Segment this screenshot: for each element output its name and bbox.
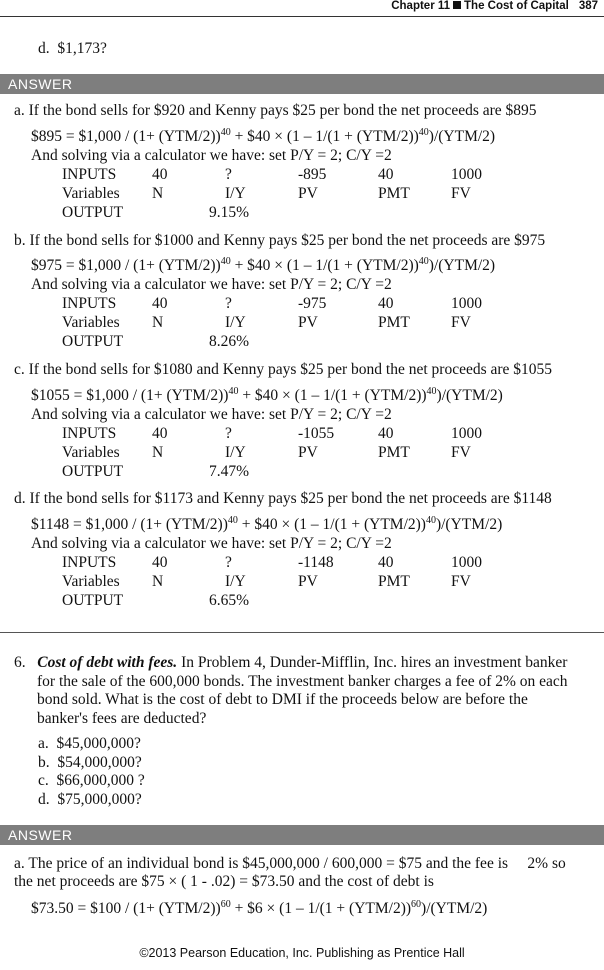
problem-6: 6. Cost of debt with fees. In Problem 4, Dunder-Mifflin, Inc. hires an investment banker for the sale of the 600,000 bonds. The investment banker charges a fee of 2% on each bond sold. What is the cost of debt to DMI if the proceeds below are before the banker's fees are deducted?: [14, 654, 568, 727]
part-c-intro: c. If the bond sells for $1080 and Kenny pays $25 per bond the net proceeds are $1055: [14, 361, 553, 378]
running-header: [391, 0, 598, 12]
part-a-intro: a. If the bond sells for $920 and Kenny pays $25 per bond the net proceeds are $895: [14, 102, 537, 119]
output-row: OUTPUT 8.26%: [62, 333, 250, 350]
section-divider: [0, 632, 604, 633]
part-b-intro: b. If the bond sells for $1000 and Kenny pays $25 per bond the net proceeds are $975: [14, 232, 546, 249]
problem-number: 6.: [14, 654, 26, 671]
part-b-solve: And solving via a calculator we have: set P/Y = 2; C/Y =2: [31, 276, 392, 293]
square-bullet-icon: [453, 1, 461, 9]
part-d-solve: And solving via a calculator we have: set P/Y = 2; C/Y =2: [31, 535, 392, 552]
part-c-equation: $1055 = $1,000 / $(1+ (YTM/2))^{40}$ + $40 × $(1 - 1/(1 + (YTM/2))^{40})/(YTM/2)$: [31, 386, 503, 404]
inputs-row: INPUTS 40 ? -895 40 1000: [62, 166, 482, 183]
choice-b: b. $54,000,000?: [38, 753, 142, 771]
chapter-title: The Cost of Capital: [464, 0, 569, 12]
header-rule: [0, 16, 604, 17]
choice-a: a. $45,000,000?: [38, 735, 141, 752]
inputs-row: INPUTS 40 ? -1148 40 1000: [62, 554, 482, 571]
output-row: OUTPUT 6.65%: [62, 592, 250, 609]
answer-heading: ANSWER: [0, 74, 604, 94]
part-d-equation: $1148 = $1,000 / $(1+ (YTM/2))^{40}$ + $40 × $(1 - 1/(1 + (YTM/2))^{40})/(YTM/2)$: [31, 515, 503, 533]
problem-6-choices: [38, 735, 145, 809]
variables-row: Variables N I/Y PV PMT FV: [62, 444, 471, 461]
page-number: 387: [578, 0, 598, 12]
choice-label: d.: [38, 40, 50, 57]
problem-title: Cost of debt with fees.: [37, 654, 178, 671]
answer-6-line-2: the net proceeds are $75 × ( 1 - .02) = $73.50 and the cost of debt is: [14, 873, 434, 890]
answer-6-line-1: a. The price of an individual bond is $45,000,000 / 600,000 = $75 and the fee is 2% so: [14, 855, 566, 872]
variables-row: Variables N I/Y PV PMT FV: [62, 314, 471, 331]
variables-row: Variables N I/Y PV PMT FV: [62, 185, 471, 202]
part-c-solve: And solving via a calculator we have: set P/Y = 2; C/Y =2: [31, 406, 392, 423]
variables-row: Variables N I/Y PV PMT FV: [62, 573, 471, 590]
inputs-row: INPUTS 40 ? -1055 40 1000: [62, 425, 482, 442]
choice-c: c. $66,000,000 ?: [38, 772, 145, 789]
choice-text: $1,173?: [57, 40, 107, 57]
part-a-solve: And solving via a calculator we have: set P/Y = 2; C/Y =2: [31, 147, 392, 164]
chapter-label: Chapter 11: [391, 0, 451, 12]
part-b-equation: $975 = $1,000 / $(1+ (YTM/2))^{40}$ + $40 × $(1 - 1/(1 + (YTM/2))^{40})/(YTM/2)$: [31, 256, 496, 274]
output-row: OUTPUT 7.47%: [62, 463, 250, 480]
inputs-row: INPUTS 40 ? -975 40 1000: [62, 295, 482, 312]
part-d-intro: d. If the bond sells for $1173 and Kenny pays $25 per bond the net proceeds are $1148: [14, 490, 552, 507]
output-row: OUTPUT 9.15%: [62, 204, 250, 221]
answer-6-equation: $73.50 = $100 / $(1+ (YTM/2))^{60}$ + $6 × $(1 - 1/(1 + (YTM/2))^{60})/(YTM/2)$: [31, 899, 488, 917]
page-footer: ©2013 Pearson Education, Inc. Publishing as Prentice Hall: [139, 946, 465, 960]
choice-d: d. $75,000,000?: [38, 790, 142, 808]
answer-heading: ANSWER: [0, 825, 604, 845]
part-a-equation: $895 = $1,000 / $(1+ (YTM/2))^{40}$ + $40 × $(1 - 1/(1 + (YTM/2))^{40})/(YTM/2)$: [31, 127, 496, 145]
choice-d: [38, 40, 107, 58]
